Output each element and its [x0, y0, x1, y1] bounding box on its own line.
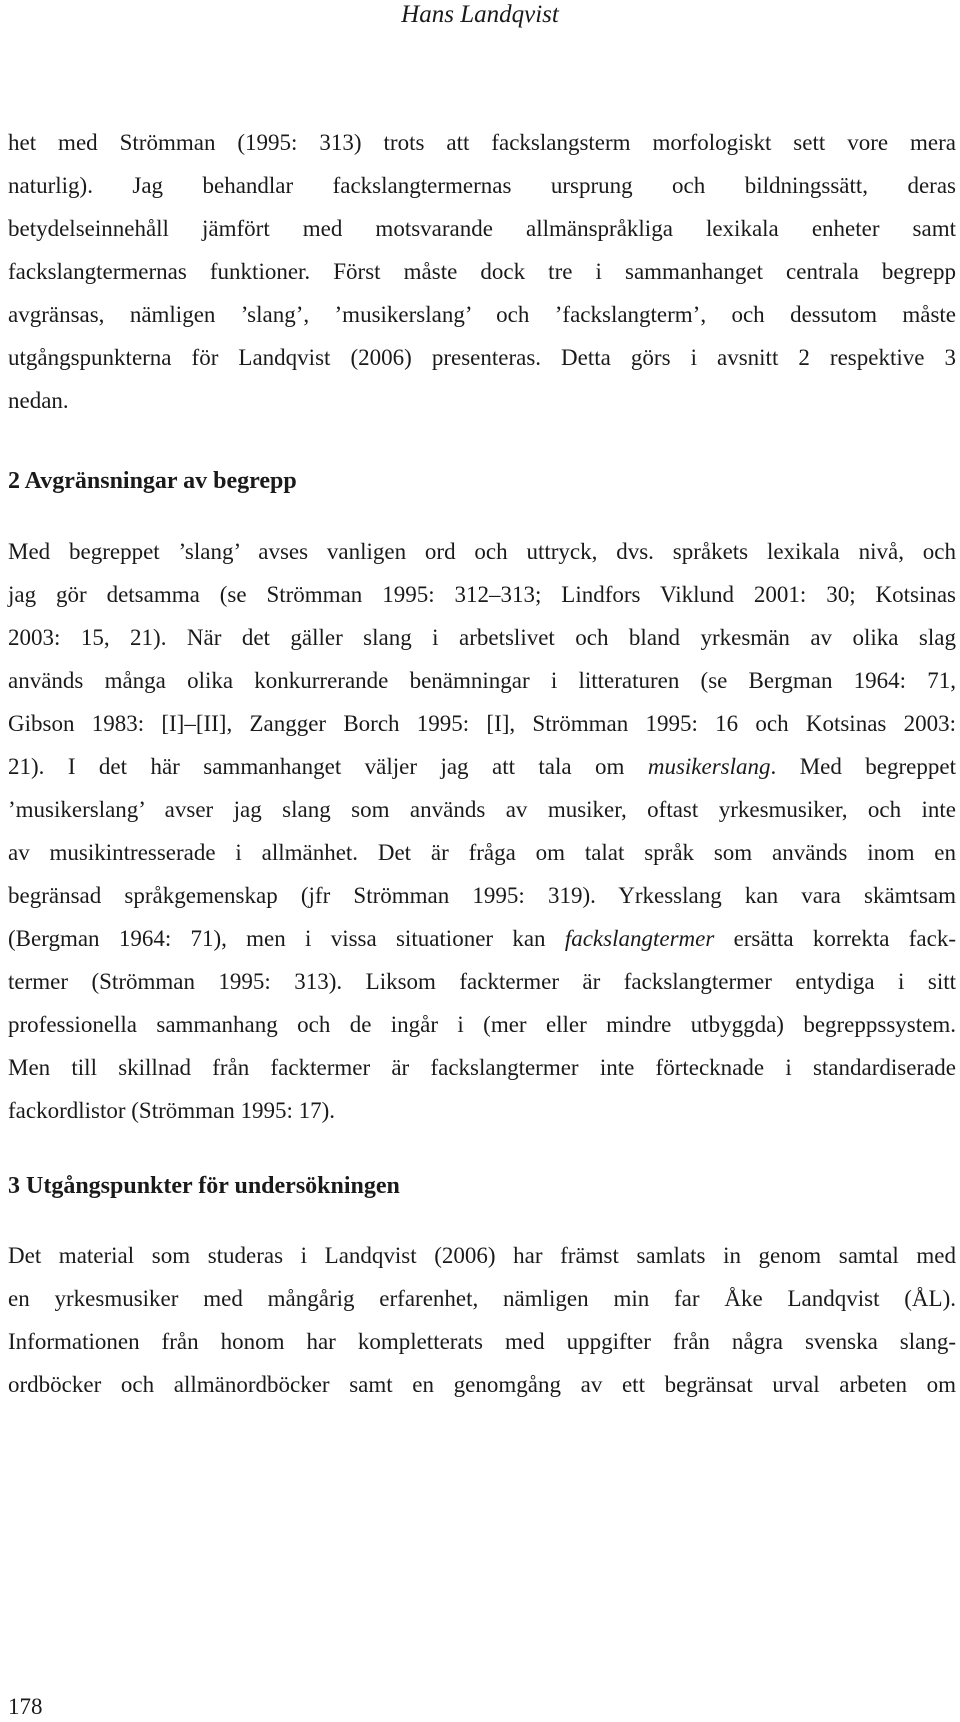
italic-term: fackslangtermer: [564, 926, 715, 951]
text-line: fackordlistor (Strömman 1995: 17).: [8, 1098, 336, 1123]
running-head: Hans Landqvist: [401, 1, 559, 28]
text-run: 21). I det här sammanhanget väljer jag att tala om: [8, 754, 648, 779]
text-line: begränsad språkgemenskap (jfr Strömman 1995: 319). Yrkesslang kan vara skämtsam: [8, 883, 956, 908]
text-run: . Med begreppet: [770, 754, 956, 779]
text-line: [8, 917, 956, 960]
text-run: (Bergman 1964: 71), men i vissa situationer kan: [8, 926, 565, 951]
italic-term: musikerslang: [647, 754, 771, 779]
text-line: [8, 745, 956, 788]
page-number: 178: [8, 1694, 43, 1719]
text-line: Gibson 1983: [I]–[II], Zangger Borch 1995: [I], Strömman 1995: 16 och Kotsinas 2003:: [8, 711, 956, 736]
text-line: nedan.: [8, 388, 69, 413]
text-line: het med Strömman (1995: 313) trots att fackslangsterm morfologiskt sett vore mera: [8, 130, 956, 155]
text-line: Informationen från honom har kompletterats med uppgifter från några svenska slang-: [8, 1329, 956, 1354]
text-line: avgränsas, nämligen ’slang’, ’musikerslang’ och ’fackslangterm’, och dessutom måste: [8, 302, 956, 327]
text-line: Det material som studeras i Landqvist (2006) har främst samlats in genom samtal med: [8, 1243, 956, 1268]
text-line: betydelseinnehåll jämfört med motsvarande allmänspråkliga lexikala enheter samt: [8, 216, 956, 241]
section-2-paragraph: [8, 530, 956, 1132]
text-line: används många olika konkurrerande benämningar i litteraturen (se Bergman 1964: 71,: [8, 668, 956, 693]
text-line: en yrkesmusiker med mångårig erfarenhet, nämligen min far Åke Landqvist (ÅL).: [8, 1286, 956, 1311]
text-line: professionella sammanhang och de ingår i (mer eller mindre utbyggda) begreppssystem.: [8, 1012, 956, 1037]
section-3-heading: 3 Utgångspunkter för undersökningen: [8, 1173, 400, 1199]
section-3-paragraph: [8, 1234, 956, 1406]
text-line: jag gör detsamma (se Strömman 1995: 312–313; Lindfors Viklund 2001: 30; Kotsinas: [8, 582, 956, 607]
text-line: av musikintresserade i allmänhet. Det är fråga om talat språk som används inom en: [8, 840, 956, 865]
text-line: utgångspunkterna för Landqvist (2006) presenteras. Detta görs i avsnitt 2 respektive 3: [8, 345, 956, 370]
text-line: ordböcker och allmänordböcker samt en genomgång av ett begränsat urval arbeten om: [8, 1372, 956, 1397]
intro-paragraph: [8, 121, 956, 422]
text-line: 2003: 15, 21). När det gäller slang i arbetslivet och bland yrkesmän av olika slag: [8, 625, 956, 650]
text-line: Med begreppet ’slang’ avses vanligen ord och uttryck, dvs. språkets lexikala nivå, och: [8, 539, 956, 564]
text-line: fackslangtermernas funktioner. Först måste dock tre i sammanhanget centrala begrepp: [8, 259, 956, 284]
text-line: termer (Strömman 1995: 313). Liksom facktermer är fackslangtermer entydiga i sitt: [8, 969, 956, 994]
text-line: naturlig). Jag behandlar fackslangtermernas ursprung och bildningssätt, deras: [8, 173, 956, 198]
text-line: Men till skillnad från facktermer är fackslangtermer inte förtecknade i standardiserade: [8, 1055, 956, 1080]
text-run: ersätta korrekta fack-: [714, 926, 956, 951]
section-2-heading: 2 Avgränsningar av begrepp: [8, 468, 297, 494]
text-line: ’musikerslang’ avser jag slang som används av musiker, oftast yrkesmusiker, och inte: [8, 797, 956, 822]
